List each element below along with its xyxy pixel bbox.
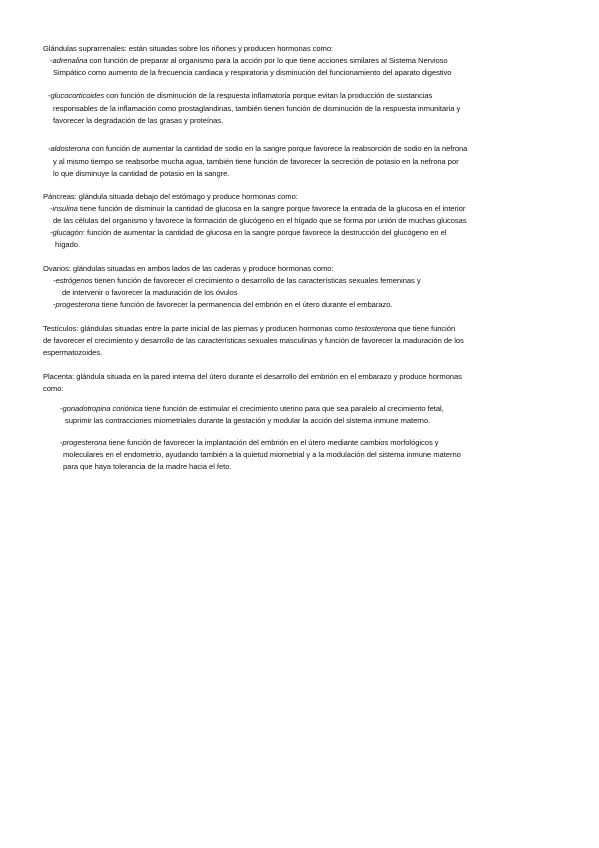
hormone-term-glucocorticoides: -glucocorticoides (48, 91, 105, 100)
aldosterona-text: lo que disminuye la cantidad de potasio en la sangre. (53, 169, 230, 178)
estrogenos-text: tienen función de favorecer el crecimiento o desarrollo de las características sexuales femeninas y (92, 276, 421, 285)
hormone-term-progesterona: -progesterona (60, 438, 107, 447)
glucocorticoides-line-3 (53, 115, 223, 126)
hormone-term-gonadotropina: -gonadotropina coriónica (60, 404, 143, 413)
estrogenos-line-1 (53, 275, 421, 286)
adrenalina-text: con función de preparar al organismo para la acción por lo que tiene acciones similares al Sistema Nervioso (87, 56, 448, 65)
hormone-term-insulina: -insulina (50, 204, 78, 213)
testiculos-text: espermatozoides. (43, 348, 103, 357)
aldosterona-line-2 (53, 156, 459, 167)
adrenalina-text: Simpático como aumento de la frecuencia cardiaca y respiratoria y disminución del funcionamiento del aparato digestivo (53, 68, 452, 77)
pancreas-heading (43, 191, 298, 202)
aldosterona-line-1 (48, 143, 467, 154)
insulina-line-2 (53, 215, 467, 226)
progesterona-placenta-line-2 (63, 449, 461, 460)
progesterona-text: tiene función de favorecer la permanencia del embrión en el útero durante el embarazo. (99, 300, 393, 309)
glucagon-text: hígado. (55, 240, 80, 249)
progesterona-text: moleculares en el endometrio, ayudando también a la quietud miometrial y a la modulación del sistema inmune materno (63, 450, 461, 459)
testiculos-line-2 (43, 335, 464, 346)
gonadotropina-line-2 (65, 415, 430, 426)
hormone-term-glucagon: -glucagón (50, 228, 83, 237)
progesterona-placenta-line-1 (60, 437, 439, 448)
hormone-term-progesterona: -progesterona (53, 300, 100, 309)
testiculos-line-1 (43, 323, 455, 334)
hormone-term-aldosterona: -aldosterona (48, 144, 90, 153)
estrogenos-line-2 (62, 287, 237, 298)
aldosterona-text: con función de aumentar la cantidad de sodio en la sangre porque favorece la reabsorción de sodio en la nefrona (89, 144, 468, 153)
heading-text: Ovarios: glándulas situadas en ambos lados de las caderas y produce hormonas como: (43, 264, 334, 273)
glucocorticoides-text: con función de disminución de la respuesta inflamatoria porque evitan la producción de sustancias (104, 91, 433, 100)
placenta-text: como: (43, 384, 64, 393)
glucocorticoides-text: favorecer la degradación de las grasas y proteínas. (53, 116, 224, 125)
aldosterona-text: y al mismo tiempo se reabsorbe mucha agua, también tiene función de favorecer la secreción de potasio en la nefrona por (53, 157, 459, 166)
suprarrenales-heading (43, 43, 333, 54)
estrogenos-text: de intervenir o favorecer la maduración de los óvulos (62, 288, 238, 297)
placenta-text: Placenta: glándula situada en la pared interna del útero durante el desarrollo del embrión en el embarazo y produce hormonas (43, 372, 462, 381)
glucocorticoides-line-1 (48, 90, 432, 101)
glucagon-line-2 (55, 239, 80, 250)
progesterona-placenta-line-3 (63, 461, 231, 472)
adrenalina-line-2 (53, 67, 451, 78)
hormone-term-adrenalina: -adrenalina (50, 56, 88, 65)
insulina-text: tiene función de disminuir la cantidad de glucosa en la sangre porque favorece la entrada de la glucosa en el interior (77, 204, 466, 213)
testiculos-text: de favorecer el crecimiento y desarrollo de las características sexuales masculinas y función de favorecer la maduración de los (43, 336, 464, 345)
gonadotropina-text: tiene función de estimular el crecimiento uterino para que sea paralelo al crecimiento fetal, (142, 404, 444, 413)
testiculos-text: que tiene función (396, 324, 456, 333)
ovarios-heading (43, 263, 334, 274)
heading-text: Glándulas suprarrenales: están situadas sobre los riñones y producen hormonas como: (43, 44, 334, 53)
adrenalina-line-1 (50, 55, 448, 66)
aldosterona-line-3 (53, 168, 229, 179)
glucagon-text: : función de aumentar la cantidad de glucosa en la sangre porque favorece la destrucción del glucógeno en el (82, 228, 447, 237)
insulina-text: de las células del organismo y favorece la formación de glucógeno en el hígado que se forma por unión de muchas glucosas (53, 216, 467, 225)
heading-text: Páncreas: glándula situada debajo del estómago y produce hormonas como: (43, 192, 298, 201)
testiculos-text: Testículos: glándulas situadas entre la parte inicial de las piernas y producen hormonas como (43, 324, 355, 333)
placenta-line-1 (43, 371, 462, 382)
glucocorticoides-text: responsables de la inflamación como prostaglandinas, también tienen función de disminución de la respuesta inmunitaria y (53, 104, 461, 113)
hormone-term-estrogenos: -estrógenos (53, 276, 93, 285)
gonadotropina-text: suprimir las contracciones miometriales durante la gestación y modular la acción del sistema inmune materno. (65, 416, 431, 425)
hormone-term-testosterona: testosterona (354, 324, 397, 333)
glucagon-line-1 (50, 227, 446, 238)
placenta-line-2 (43, 383, 63, 394)
progesterona-ovarios-line-1 (53, 299, 392, 310)
insulina-line-1 (50, 203, 465, 214)
glucocorticoides-line-2 (53, 103, 460, 114)
testiculos-line-3 (43, 347, 102, 358)
gonadotropina-line-1 (60, 403, 444, 414)
progesterona-text: para que haya tolerancia de la madre hacia el feto. (63, 462, 232, 471)
progesterona-text: tiene función de favorecer la implantación del embrión en el útero mediante cambios morfológicos y (106, 438, 439, 447)
